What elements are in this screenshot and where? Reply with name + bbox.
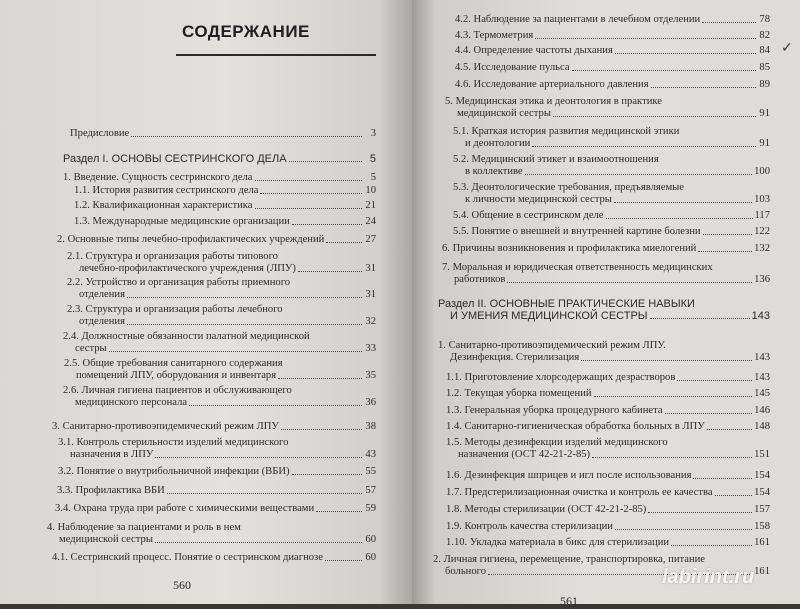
leader-dots (665, 413, 753, 414)
toc-entry-text: отделения (79, 289, 125, 300)
toc-page-number: 91 (759, 138, 770, 149)
toc-page-number: 59 (365, 503, 376, 514)
toc-page-number: 24 (365, 216, 376, 227)
toc-entry-text: к личности медицинской сестры (465, 194, 612, 205)
toc-entry (446, 504, 770, 516)
toc-entry (59, 534, 376, 546)
toc-page-number: 3 (370, 128, 376, 139)
toc-entry (455, 62, 770, 74)
title-rule (176, 54, 376, 56)
toc-page-number: 27 (365, 234, 376, 245)
toc-entry-text: 4.1. Сестринский процесс. Понятие о сестринском диагнозе (52, 552, 323, 563)
toc-entry (446, 537, 770, 549)
toc-page-number: 35 (365, 370, 376, 381)
toc-entry (446, 388, 770, 400)
toc-entry-line: 2.2. Устройство и организация работы приемного (67, 277, 291, 288)
leader-dots (255, 180, 363, 181)
checkmark-icon: ✓ (781, 41, 793, 56)
toc-entry (455, 79, 770, 91)
toc-page-number: 85 (759, 62, 770, 73)
toc-entry (446, 521, 770, 533)
toc-entry-text: 3.2. Понятие о внутрибольничной инфекции (ВБИ) (58, 466, 290, 477)
leader-dots (715, 495, 753, 496)
toc-entry-line: 5. Медицинская этика и деонтология в практике (445, 96, 662, 107)
toc-entry-text: 1.2. Текущая уборка помещений (446, 388, 592, 399)
toc-entry-text: 4.5. Исследование пульса (455, 62, 570, 73)
leader-dots (525, 174, 752, 175)
leader-dots (109, 351, 362, 352)
leader-dots (606, 218, 753, 219)
toc-page-number: 38 (365, 421, 376, 432)
toc-entry (79, 263, 376, 275)
toc-entry (74, 200, 376, 212)
toc-page-number: 143 (754, 372, 770, 383)
toc-page-number: 89 (759, 79, 770, 90)
toc-entry-text: работников (454, 274, 506, 285)
toc-entry (58, 466, 376, 478)
toc-entry (454, 274, 770, 286)
toc-entry-text: назначения (ОСТ 42-21-2-85) (458, 449, 591, 460)
leader-dots (615, 53, 756, 54)
toc-entry-line: 3.1. Контроль стерильности изделий медицинского (58, 437, 289, 448)
toc-entry (465, 194, 770, 206)
toc-page-number: 10 (365, 185, 376, 196)
toc-page-number: 146 (754, 405, 770, 416)
toc-entry-text: отделения (79, 316, 125, 327)
toc-page-number: 55 (365, 466, 376, 477)
leader-dots (594, 396, 753, 397)
leader-dots (325, 560, 362, 561)
leader-dots (648, 512, 752, 513)
toc-entry (79, 289, 376, 301)
toc-entry-text: 1.10. Укладка материала в бикс для стерилизации (446, 537, 670, 548)
leader-dots (614, 202, 752, 203)
toc-entry-line: 1. Санитарно-противоэпидемический режим ЛПУ. (438, 340, 666, 351)
toc-entry (74, 185, 376, 197)
leader-dots (650, 318, 750, 319)
toc-entry-text: 1.3. Международные медицинские организации (74, 216, 290, 227)
leader-dots (189, 405, 362, 406)
toc-entry (74, 216, 376, 228)
toc-page-number: 5 (370, 172, 376, 183)
toc-entry-text: в коллективе (465, 166, 523, 177)
toc-entry-text: 3. Санитарно-противоэпидемический режим ЛПУ (52, 421, 279, 432)
toc-entry-text: И УМЕНИЯ МЕДИЦИНСКОЙ СЕСТРЫ (450, 310, 648, 322)
left-page-number: 560 (173, 578, 191, 592)
toc-page-number: 136 (754, 274, 770, 285)
toc-entry (75, 397, 376, 409)
toc-entry (70, 128, 376, 140)
toc-page-number: 145 (754, 388, 770, 399)
leader-dots (131, 136, 362, 137)
leader-dots (535, 38, 756, 39)
toc-entry (465, 166, 770, 178)
toc-entry (57, 234, 376, 246)
watermark: labirint.ru (662, 566, 755, 588)
toc-entry-text: больного (445, 566, 487, 577)
toc-entry-text: 1.9. Контроль качества стерилизации (446, 521, 613, 532)
leader-dots (127, 324, 362, 325)
toc-entry-text: 1.6. Дезинфекция шприцев и игл после использования (446, 470, 692, 481)
leader-dots (255, 208, 363, 209)
toc-entry-line: 2.1. Структура и организация работы типового (67, 251, 278, 262)
toc-page-number: 5 (369, 153, 376, 165)
leader-dots (281, 429, 362, 430)
toc-entry-text: сестры (75, 343, 107, 354)
toc-page-number: 100 (754, 166, 770, 177)
toc-page-number: 91 (759, 108, 770, 119)
toc-entry-text: 4.2. Наблюдение за пациентами в лечебном отделении (455, 14, 701, 25)
toc-page-number: 78 (759, 14, 770, 25)
toc-entry (63, 172, 376, 184)
toc-entry-text: 1.1. Приготовление хлорсодержащих дезрастворов (446, 372, 676, 383)
toc-entry-text: 5.4. Общение в сестринском деле (453, 210, 604, 221)
leader-dots (127, 297, 362, 298)
toc-entry (76, 370, 376, 382)
toc-entry (453, 226, 770, 238)
leader-dots (702, 22, 756, 23)
toc-page-number: 31 (365, 289, 376, 300)
leader-dots (707, 429, 752, 430)
right-page-number: 561 (560, 594, 578, 608)
toc-entry-text: 1.2. Квалификационная характеристика (74, 200, 253, 211)
leader-dots (167, 493, 362, 494)
toc-entry-text: 4.6. Исследование артериального давления (455, 79, 649, 90)
toc-entry (57, 485, 376, 497)
toc-page-number: 148 (754, 421, 770, 432)
toc-entry-line: 2.3. Структура и организация работы лечебного (67, 304, 283, 315)
leader-dots (693, 478, 752, 479)
toc-entry (455, 45, 770, 57)
toc-page-number: 82 (759, 30, 770, 41)
toc-page-number: 122 (754, 226, 770, 237)
toc-entry (458, 449, 770, 461)
toc-page-number: 33 (365, 343, 376, 354)
toc-entry-line: 4. Наблюдение за пациентами и роль в нем (47, 522, 241, 533)
toc-entry-text: Дезинфекция. Стерилизация (450, 352, 580, 363)
toc-page-number: 21 (365, 200, 376, 211)
leader-dots (703, 234, 753, 235)
toc-entry-text: 1.8. Методы стерилизации (ОСТ 42-21-2-85) (446, 504, 647, 515)
leader-dots (298, 271, 362, 272)
toc-entry-text: 1. Введение. Сущность сестринского дела (63, 172, 253, 183)
toc-entry (70, 449, 376, 461)
leader-dots (326, 242, 362, 243)
toc-page-number: 158 (754, 521, 770, 532)
leader-dots (677, 380, 752, 381)
toc-entry (450, 310, 770, 322)
toc-entry (455, 30, 770, 42)
toc-page-number: 161 (754, 537, 770, 548)
toc-page-number: 154 (754, 470, 770, 481)
toc-page-number: 60 (365, 552, 376, 563)
toc-entry (455, 14, 770, 26)
toc-entry-text: медицинского персонала (75, 397, 188, 408)
toc-entry-text: Предисловие (70, 128, 130, 139)
leader-dots (615, 529, 752, 530)
leader-dots (278, 378, 362, 379)
toc-entry-line: 2.4. Должностные обязанности палатной медицинской (63, 331, 310, 342)
leader-dots (289, 161, 362, 162)
toc-entry-text: 1.3. Генеральная уборка процедурного кабинета (446, 405, 663, 416)
toc-entry-text: 1.7. Предстерилизационная очистка и контроль ее качества (446, 487, 713, 498)
toc-entry-line: 2.5. Общие требования санитарного содержания (64, 358, 283, 369)
toc-entry-line: 5.3. Деонтологические требования, предъявляемые (453, 182, 685, 193)
toc-entry (52, 421, 376, 433)
leader-dots (155, 457, 362, 458)
leader-dots (316, 511, 362, 512)
toc-entry-line: 2. Личная гигиена, перемещение, транспортировка, питание (433, 554, 706, 565)
leader-dots (507, 282, 752, 283)
toc-entry-text: 4.3. Термометрия (455, 30, 534, 41)
toc-page-number: 60 (365, 534, 376, 545)
toc-entry (75, 343, 376, 355)
toc-page-number: 84 (759, 45, 770, 56)
toc-page-number: 31 (365, 263, 376, 274)
toc-page-number: 157 (754, 504, 770, 515)
toc-page-number: 117 (754, 210, 770, 221)
toc-entry-text: 4.4. Определение частоты дыхания (455, 45, 613, 56)
toc-entry-text: 6. Причины возникновения и профилактика миелогений (442, 243, 697, 254)
leader-dots (292, 224, 362, 225)
toc-entry (52, 552, 376, 564)
toc-page-number: 132 (754, 243, 770, 254)
toc-entry-text: 1.1. История развития сестринского дела (74, 185, 259, 196)
leader-dots (532, 146, 756, 147)
toc-entry (446, 421, 770, 433)
toc-page-number: 143 (754, 352, 770, 363)
leader-dots (292, 474, 363, 475)
toc-entry-text: 5.5. Понятие о внешней и внутренней картине болезни (453, 226, 701, 237)
toc-entry-line: 1.5. Методы дезинфекции изделий медицинского (446, 437, 668, 448)
leader-dots (581, 360, 752, 361)
toc-entry-text: 2. Основные типы лечебно-профилактических учреждений (57, 234, 325, 245)
toc-entry-text: медицинской сестры (457, 108, 551, 119)
contents-title: СОДЕРЖАНИЕ (182, 22, 310, 41)
toc-entry (55, 503, 376, 515)
toc-entry (79, 316, 376, 328)
toc-entry-line: 5.1. Краткая история развития медицинской этики (453, 126, 680, 137)
toc-entry-text: и деонтологии (465, 138, 531, 149)
leader-dots (592, 457, 752, 458)
toc-entry-text: медицинской сестры (59, 534, 153, 545)
toc-entry-text: Раздел I. ОСНОВЫ СЕСТРИНСКОГО ДЕЛА (63, 153, 287, 165)
leader-dots (260, 193, 362, 194)
toc-entry-text: помещений ЛПУ, оборудования и инвентаря (76, 370, 277, 381)
toc-page-number: 143 (751, 310, 770, 322)
toc-page-number: 36 (365, 397, 376, 408)
toc-page-number: 43 (365, 449, 376, 460)
toc-page-number: 32 (365, 316, 376, 327)
toc-page-number: 154 (754, 487, 770, 498)
toc-entry-line: 2.6. Личная гигиена пациентов и обслуживающего (63, 385, 292, 396)
leader-dots (671, 545, 752, 546)
toc-entry-text: лечебно-профилактического учреждения (ЛПУ) (79, 263, 296, 274)
toc-entry (465, 138, 770, 150)
toc-entry-text: 3.3. Профилактика ВБИ (57, 485, 165, 496)
toc-entry-line: 7. Моральная и юридическая ответственность медицинских (442, 262, 713, 273)
toc-page-number: 103 (754, 194, 770, 205)
toc-entry-text: 3.4. Охрана труда при работе с химическими веществами (55, 503, 315, 514)
toc-entry (63, 153, 376, 165)
toc-entry (446, 372, 770, 384)
toc-page-number: 57 (365, 485, 376, 496)
leader-dots (698, 251, 752, 252)
toc-entry (453, 210, 770, 222)
toc-page-number: 151 (754, 449, 770, 460)
leader-dots (572, 70, 756, 71)
toc-entry (446, 405, 770, 417)
toc-entry (450, 352, 770, 364)
toc-entry (442, 243, 770, 255)
leader-dots (155, 542, 362, 543)
toc-entry (457, 108, 770, 120)
toc-entry (446, 470, 770, 482)
toc-page-number: 161 (754, 566, 770, 577)
toc-entry-line: 5.2. Медицинский этикет и взаимоотношения (453, 154, 659, 165)
leader-dots (651, 87, 756, 88)
toc-entry (446, 487, 770, 499)
leader-dots (553, 116, 756, 117)
toc-entry-text: назначения в ЛПУ (70, 449, 154, 460)
toc-entry-text: 1.4. Санитарно-гигиеническая обработка больных в ЛПУ (446, 421, 705, 432)
toc-entry-line: Раздел II. ОСНОВНЫЕ ПРАКТИЧЕСКИЕ НАВЫКИ (438, 298, 695, 310)
